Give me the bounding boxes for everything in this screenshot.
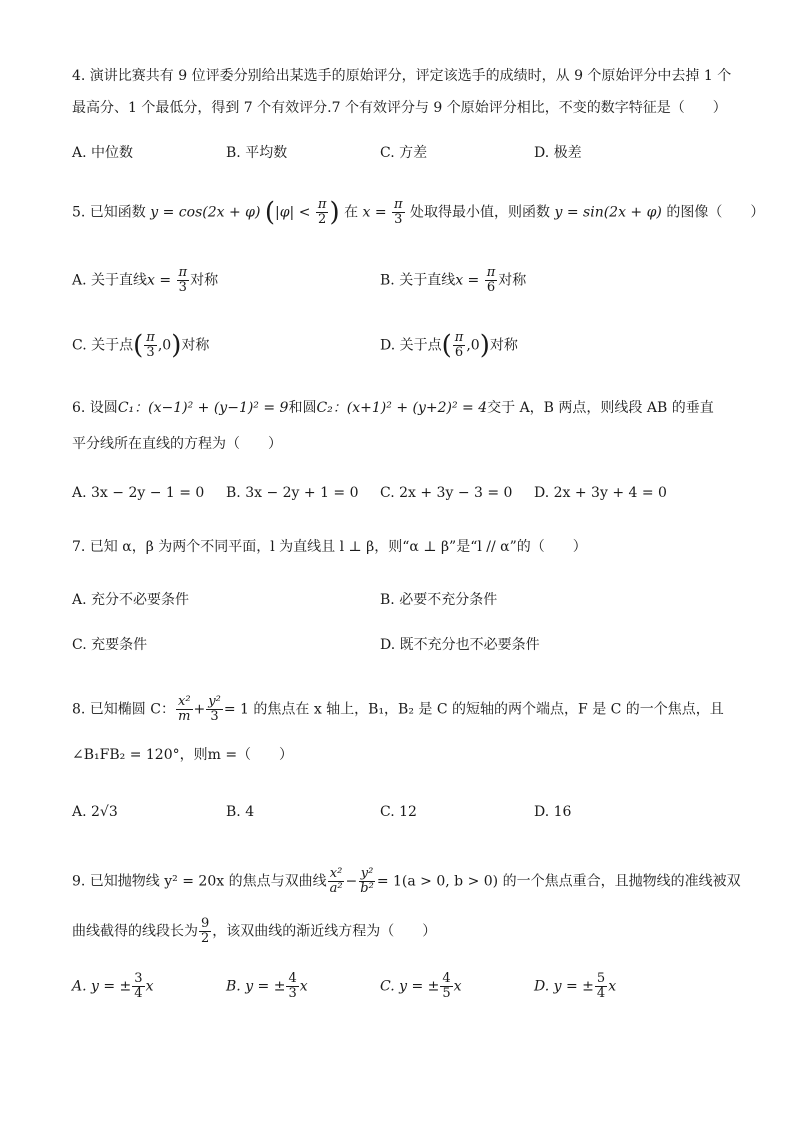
- q9-option-b: B. y = ± $\frac{4}{3}$ x: [226, 971, 308, 1001]
- q5-option-c: C. 关于点( $\frac{\pi}{3}$ ,0)对称: [72, 330, 210, 361]
- q8-option-d: D. 16: [534, 804, 572, 820]
- q4-option-a: A. 中位数: [72, 145, 134, 161]
- q9-line2: 曲线截得的线段长为 $\frac{9}{2}$ ，该双曲线的渐近线方程为（ ）: [72, 916, 437, 946]
- q7-option-c: C. 充要条件: [72, 637, 148, 653]
- q4-line1: 4. 演讲比赛共有 9 位评委分别给出某选手的原始评分，评定该选手的成绩时，从 9 个原始评分中去掉 1 个: [72, 68, 732, 84]
- q7-option-a: A. 充分不必要条件: [72, 592, 190, 608]
- q8-option-b: B. 4: [226, 804, 255, 820]
- q9-x-fraction: $\frac{\text{x²}}{\text{a²}}$: [329, 866, 343, 896]
- q9-y-fraction: $\frac{\text{y²}}{\text{b²}}$: [360, 866, 374, 896]
- q6-line1: 6. 设圆C₁：(x−1)² + (y−1)² = 9和圆C₂：(x+1)² + (y+2)² = 4交于 A，B 两点，则线段 AB 的垂直: [72, 400, 714, 416]
- q8-option-c: C. 12: [380, 804, 417, 820]
- q6-option-b: B. 3x − 2y + 1 = 0: [226, 485, 359, 501]
- q7-option-d: D. 既不充分也不必要条件: [380, 637, 540, 653]
- q7-option-b: B. 必要不充分条件: [380, 592, 498, 608]
- q5-pi-over-3: $\frac{\pi}{3}$: [394, 197, 403, 227]
- q6-option-a: A. 3x − 2y − 1 = 0: [72, 485, 205, 501]
- q4-option-b: B. 平均数: [226, 145, 288, 161]
- q8-line1: 8. 已知椭圆 C： $\frac{\text{x²}}{m}$ + $\frac{\text{y²}}{3}$ = 1 的焦点在 x 轴上，B₁，B₂ 是 C 的短轴的两个端点，F 是 C 的一个焦点，且: [72, 694, 724, 724]
- q6-option-c: C. 2x + 3y − 3 = 0: [380, 485, 513, 501]
- q5-option-d: D. 关于点( $\frac{\pi}{6}$ ,0)对称: [380, 330, 518, 361]
- q7-line1: 7. 已知 α，β 为两个不同平面，l 为直线且 l ⊥ β，则“α ⊥ β”是“l // α”的（ ）: [72, 539, 587, 555]
- q8-line2: ∠B₁FB₂ = 120°，则m =（ ）: [72, 747, 294, 763]
- q8-x-fraction: $\frac{\text{x²}}{m}$: [177, 694, 191, 724]
- q5-paren-open: (: [264, 197, 276, 228]
- q5-function: y = cos(2x + φ): [150, 204, 261, 221]
- q8-option-a: A. 2√3: [72, 804, 118, 820]
- q4-option-d: D. 极差: [534, 145, 582, 161]
- q5-pi-over-2: $\frac{\pi}{2}$: [317, 197, 327, 227]
- q6-line2: 平分线所在直线的方程为（ ）: [72, 436, 282, 452]
- q9-nine-halves: $\frac{9}{2}$: [201, 916, 210, 946]
- q5-function2: y = sin(2x + φ): [554, 204, 662, 221]
- q9-option-a: A. y = ± $\frac{3}{4}$ x: [72, 971, 154, 1001]
- q8-y-fraction: $\frac{\text{y²}}{3}$: [208, 694, 221, 724]
- q6-option-d: D. 2x + 3y + 4 = 0: [534, 485, 667, 501]
- q9-line1: 9. 已知抛物线 y² = 20x 的焦点与双曲线 $\frac{\text{x²}}{\text{a²}}$ − $\frac{\text{y²}}{\text{b²}}$ = 1(a > 0, b > 0) 的一个焦点重合，且抛物线的准线被双: [72, 866, 741, 896]
- q4-option-c: C. 方差: [380, 145, 428, 161]
- q4-line2: 最高分、1 个最低分，得到 7 个有效评分.7 个有效评分与 9 个原始评分相比，不变的数字特征是（ ）: [72, 100, 727, 116]
- q9-option-d: D. y = ± $\frac{5}{4}$ x: [534, 971, 617, 1001]
- q9-option-c: C. y = ± $\frac{4}{5}$ x: [380, 971, 462, 1001]
- q5-option-a: A. 关于直线x = $\frac{\pi}{3}$ 对称: [72, 265, 219, 295]
- q5-stem: 5. 已知函数 y = cos(2x + φ) (|φ| < $\frac{\pi}{2}$ ) 在 x = $\frac{\pi}{3}$ 处取得最小值，则函数 y = sin(2x + φ) 的图像（ ）: [72, 197, 765, 228]
- q5-option-b: B. 关于直线x = $\frac{\pi}{6}$ 对称: [380, 265, 527, 295]
